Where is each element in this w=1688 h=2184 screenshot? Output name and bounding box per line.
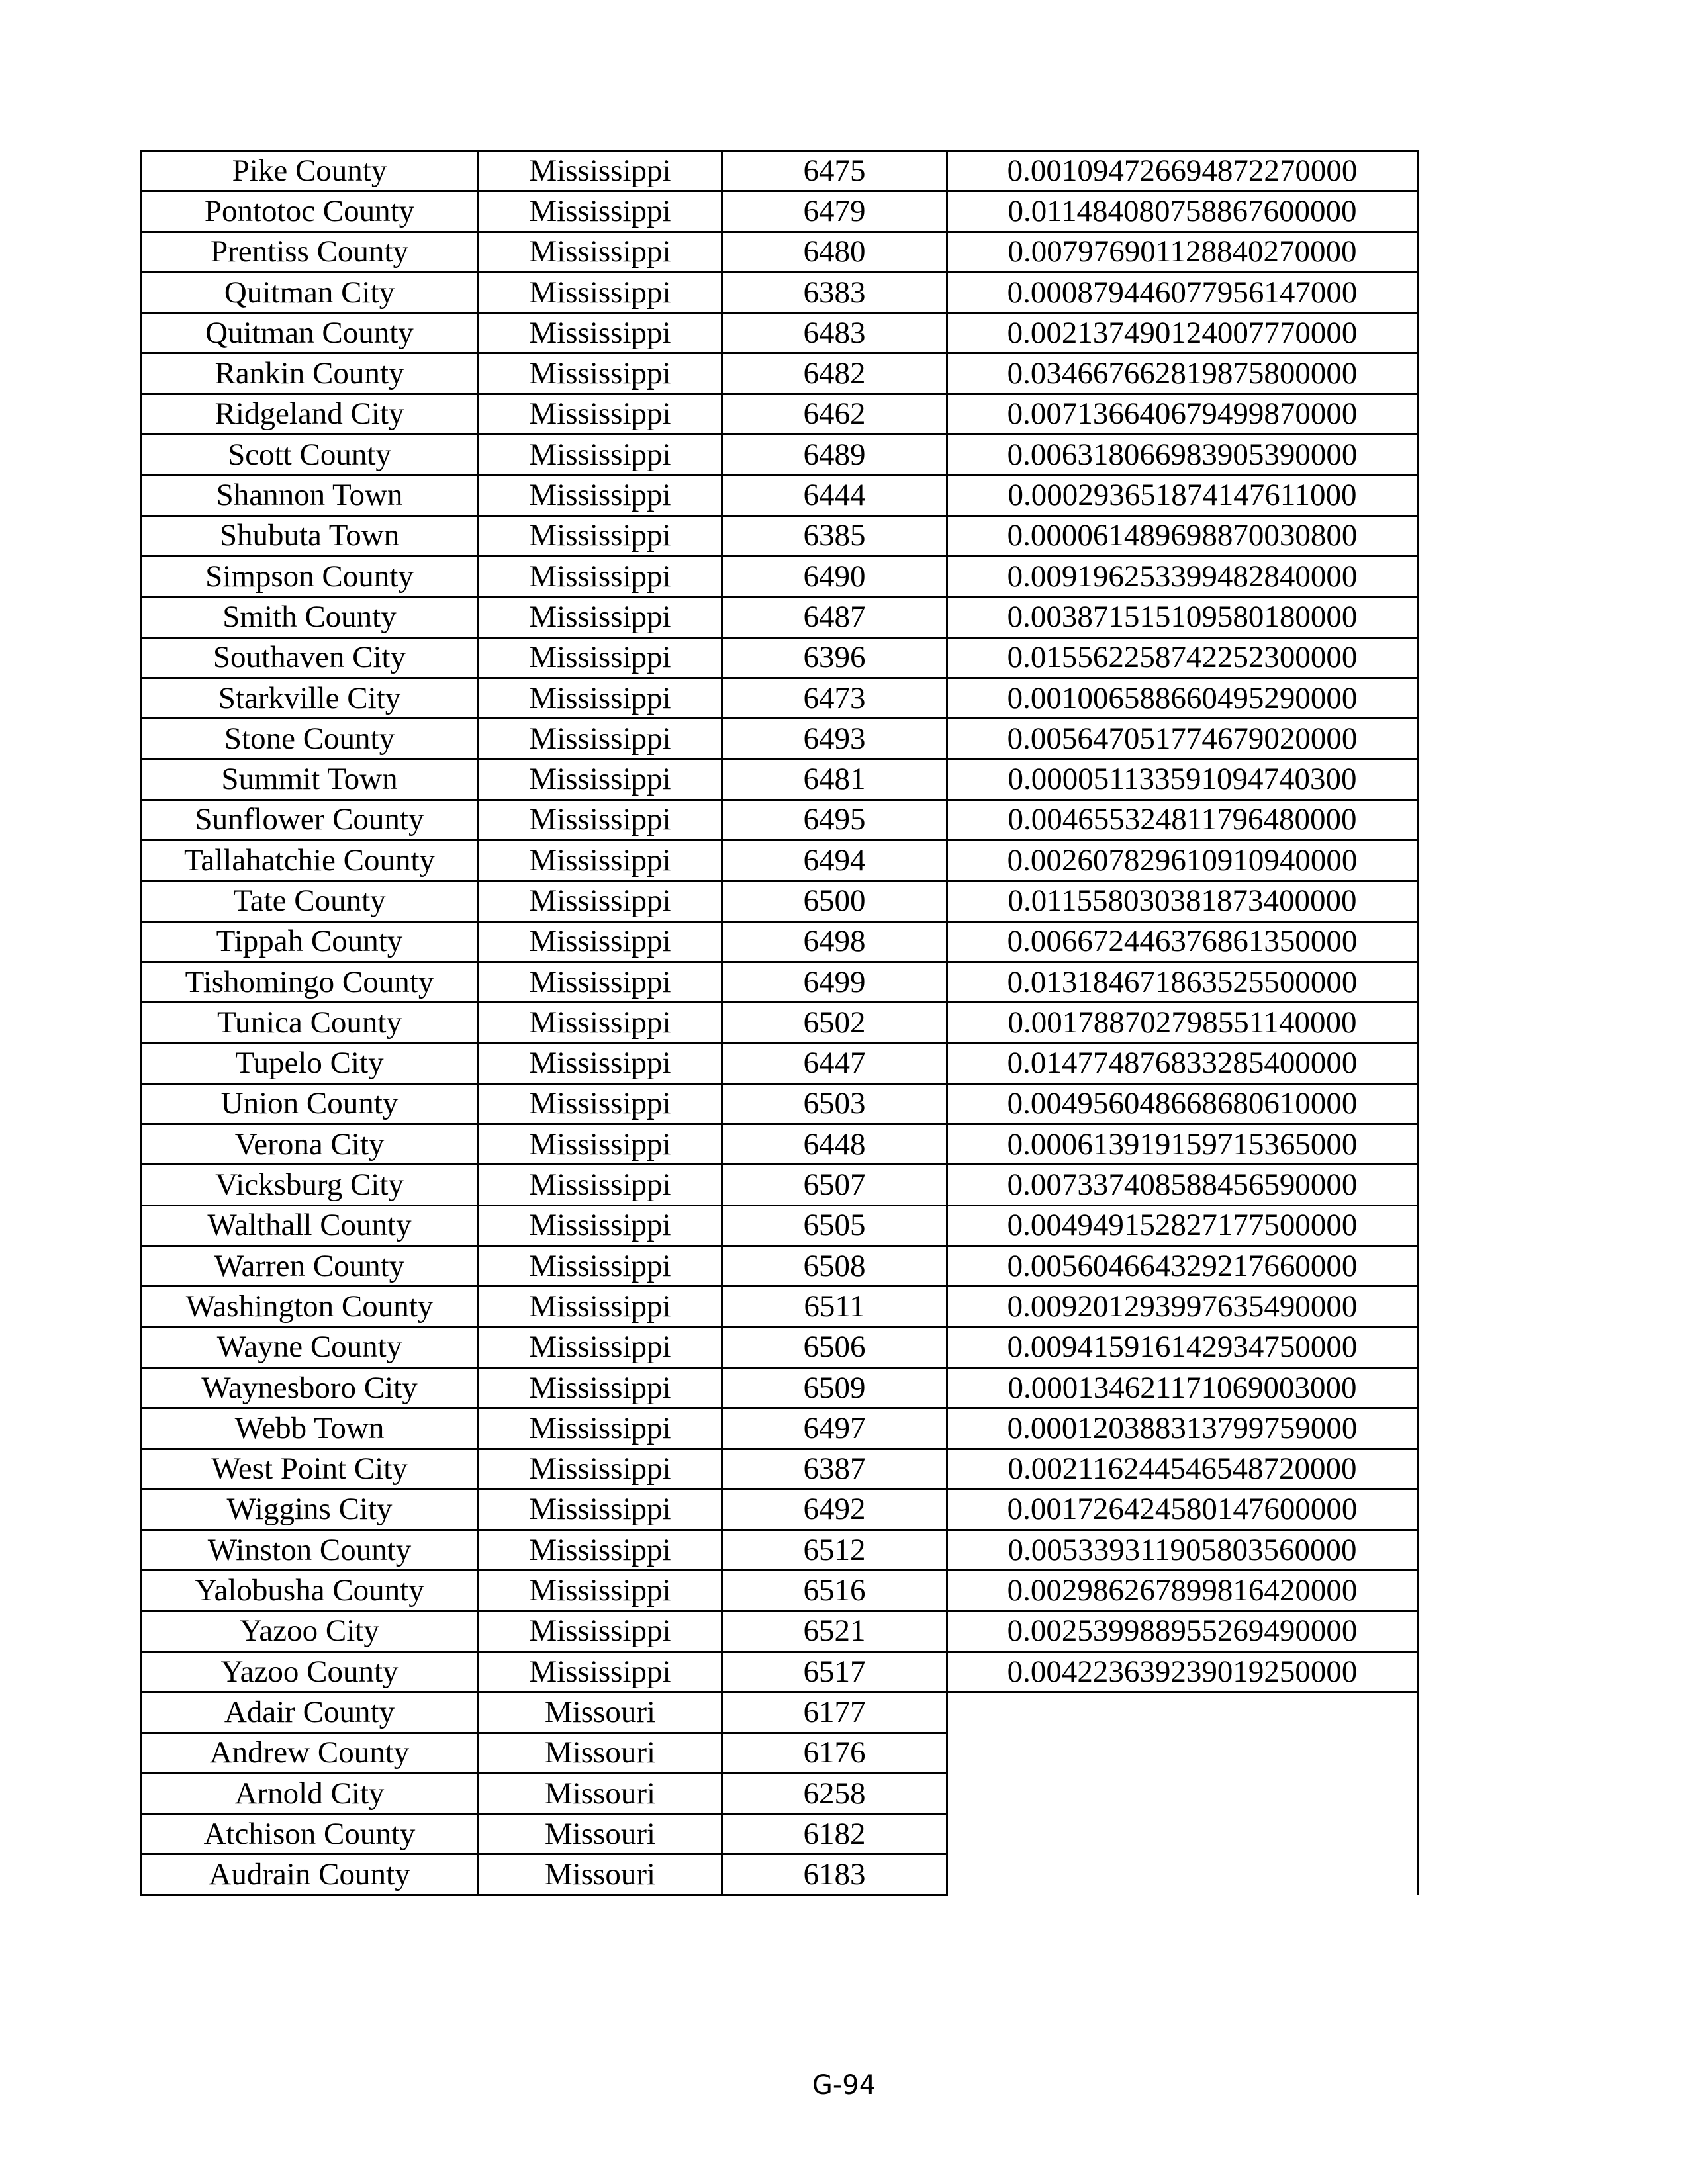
table-body (141, 151, 1418, 1895)
jurisdiction-cell: Prentiss County (141, 232, 479, 272)
table-row (141, 1773, 1418, 1813)
code-cell: 6511 (722, 1287, 947, 1327)
table-row (141, 1124, 1418, 1165)
table-row (141, 313, 1418, 353)
code-cell: 6482 (722, 353, 947, 394)
table-row (141, 719, 1418, 759)
code-cell: 6517 (722, 1651, 947, 1692)
state-cell: Mississippi (479, 151, 722, 191)
code-cell: 6508 (722, 1246, 947, 1287)
state-cell: Missouri (479, 1773, 722, 1813)
state-cell: Mississippi (479, 799, 722, 840)
jurisdiction-cell: Wayne County (141, 1327, 479, 1367)
allocation-value-cell: 0.000613919159715365000 (947, 1124, 1418, 1165)
jurisdiction-cell: Scott County (141, 435, 479, 475)
table-row (141, 475, 1418, 516)
allocation-value-cell: 0.009201293997635490000 (947, 1287, 1418, 1327)
jurisdiction-cell: Southaven City (141, 637, 479, 678)
allocation-value-cell: 0.015562258742252300000 (947, 637, 1418, 678)
allocation-value-cell: 0.007136640679499870000 (947, 394, 1418, 434)
code-cell: 6462 (722, 394, 947, 434)
allocation-value-cell: 0.000061489698870030800 (947, 516, 1418, 556)
table-row (141, 1205, 1418, 1246)
jurisdiction-cell: Tate County (141, 881, 479, 921)
jurisdiction-cell: Summit Town (141, 759, 479, 799)
code-cell: 6385 (722, 516, 947, 556)
state-cell: Mississippi (479, 962, 722, 1002)
code-cell: 6481 (722, 759, 947, 799)
table-row (141, 1408, 1418, 1449)
state-cell: Mississippi (479, 191, 722, 232)
allocation-value-cell: 0.001094726694872270000 (947, 151, 1418, 191)
table-row (141, 1246, 1418, 1287)
allocation-value-cell: 0.002607829610910940000 (947, 841, 1418, 881)
code-cell: 6495 (722, 799, 947, 840)
code-cell: 6490 (722, 556, 947, 596)
state-cell: Mississippi (479, 1449, 722, 1489)
allocation-value-cell: 0.004956048668680610000 (947, 1083, 1418, 1124)
code-cell: 6483 (722, 313, 947, 353)
table-row (141, 1530, 1418, 1570)
code-cell: 6493 (722, 719, 947, 759)
state-cell: Mississippi (479, 921, 722, 962)
jurisdiction-cell: Pike County (141, 151, 479, 191)
allocation-value-cell: 0.000293651874147611000 (947, 475, 1418, 516)
state-cell: Mississippi (479, 1165, 722, 1205)
allocation-value-cell: 0.001006588660495290000 (947, 678, 1418, 718)
code-cell: 6177 (722, 1692, 947, 1733)
code-cell: 6447 (722, 1043, 947, 1083)
state-cell: Mississippi (479, 1124, 722, 1165)
allocation-value-cell: 0.034667662819875800000 (947, 353, 1418, 394)
table-row (141, 1733, 1418, 1773)
code-cell: 6387 (722, 1449, 947, 1489)
table-row (141, 759, 1418, 799)
code-cell: 6516 (722, 1570, 947, 1611)
jurisdiction-cell: Waynesboro City (141, 1367, 479, 1408)
code-cell: 6512 (722, 1530, 947, 1570)
code-cell: 6258 (722, 1773, 947, 1813)
jurisdiction-cell: Starkville City (141, 678, 479, 718)
allocation-value-cell (947, 1733, 1418, 1773)
table-row (141, 841, 1418, 881)
code-cell: 6509 (722, 1367, 947, 1408)
allocation-value-cell: 0.007337408588456590000 (947, 1165, 1418, 1205)
jurisdiction-cell: Andrew County (141, 1733, 479, 1773)
state-cell: Mississippi (479, 232, 722, 272)
state-cell: Missouri (479, 1733, 722, 1773)
allocation-value-cell: 0.001788702798551140000 (947, 1003, 1418, 1043)
allocation-value-cell: 0.005604664329217660000 (947, 1246, 1418, 1287)
table-row (141, 151, 1418, 191)
code-cell: 6480 (722, 232, 947, 272)
jurisdiction-cell: Vicksburg City (141, 1165, 479, 1205)
jurisdiction-cell: Yazoo County (141, 1651, 479, 1692)
jurisdiction-cell: Atchison County (141, 1814, 479, 1854)
state-cell: Mississippi (479, 556, 722, 596)
code-cell: 6473 (722, 678, 947, 718)
allocation-value-cell: 0.002116244546548720000 (947, 1449, 1418, 1489)
state-cell: Mississippi (479, 394, 722, 434)
jurisdiction-cell: Sunflower County (141, 799, 479, 840)
state-cell: Mississippi (479, 272, 722, 312)
code-cell: 6492 (722, 1489, 947, 1529)
state-cell: Mississippi (479, 1489, 722, 1529)
table-row (141, 1003, 1418, 1043)
allocation-value-cell: 0.004223639239019250000 (947, 1651, 1418, 1692)
state-cell: Mississippi (479, 1327, 722, 1367)
state-cell: Mississippi (479, 1083, 722, 1124)
jurisdiction-cell: Stone County (141, 719, 479, 759)
allocation-value-cell: 0.013184671863525500000 (947, 962, 1418, 1002)
table-row (141, 1570, 1418, 1611)
state-cell: Mississippi (479, 1246, 722, 1287)
allocation-value-cell: 0.000051133591094740300 (947, 759, 1418, 799)
state-cell: Mississippi (479, 678, 722, 718)
code-cell: 6499 (722, 962, 947, 1002)
jurisdiction-cell: Arnold City (141, 1773, 479, 1813)
jurisdiction-cell: Rankin County (141, 353, 479, 394)
allocation-value-cell: 0.005339311905803560000 (947, 1530, 1418, 1570)
code-cell: 6183 (722, 1854, 947, 1895)
allocation-value-cell: 0.000134621171069003000 (947, 1367, 1418, 1408)
code-cell: 6494 (722, 841, 947, 881)
jurisdiction-cell: Ridgeland City (141, 394, 479, 434)
allocation-value-cell: 0.014774876833285400000 (947, 1043, 1418, 1083)
code-cell: 6497 (722, 1408, 947, 1449)
allocation-value-cell: 0.009415916142934750000 (947, 1327, 1418, 1367)
state-cell: Mississippi (479, 1408, 722, 1449)
allocation-value-cell: 0.000120388313799759000 (947, 1408, 1418, 1449)
jurisdiction-cell: Washington County (141, 1287, 479, 1327)
jurisdiction-cell: Quitman County (141, 313, 479, 353)
allocation-value-cell: 0.001726424580147600000 (947, 1489, 1418, 1529)
table-row (141, 1043, 1418, 1083)
jurisdiction-cell: Quitman City (141, 272, 479, 312)
table-row (141, 921, 1418, 962)
table-row (141, 353, 1418, 394)
state-cell: Mississippi (479, 475, 722, 516)
code-cell: 6502 (722, 1003, 947, 1043)
allocation-value-cell: 0.004949152827177500000 (947, 1205, 1418, 1246)
code-cell: 6396 (722, 637, 947, 678)
state-cell: Mississippi (479, 1367, 722, 1408)
allocation-value-cell: 0.007976901128840270000 (947, 232, 1418, 272)
state-cell: Mississippi (479, 1530, 722, 1570)
allocation-value-cell: 0.006318066983905390000 (947, 435, 1418, 475)
code-cell: 6176 (722, 1733, 947, 1773)
table-row (141, 1165, 1418, 1205)
state-cell: Mississippi (479, 841, 722, 881)
table-row (141, 435, 1418, 475)
table-row (141, 799, 1418, 840)
table-row (141, 272, 1418, 312)
jurisdiction-cell: Tupelo City (141, 1043, 479, 1083)
code-cell: 6500 (722, 881, 947, 921)
table-row (141, 191, 1418, 232)
code-cell: 6475 (722, 151, 947, 191)
allocation-value-cell (947, 1854, 1418, 1895)
table-row (141, 1814, 1418, 1854)
state-cell: Mississippi (479, 353, 722, 394)
state-cell: Mississippi (479, 1043, 722, 1083)
page-number: G-94 (812, 2070, 876, 2101)
code-cell: 6448 (722, 1124, 947, 1165)
code-cell: 6503 (722, 1083, 947, 1124)
state-cell: Missouri (479, 1692, 722, 1733)
code-cell: 6444 (722, 475, 947, 516)
jurisdiction-cell: Shubuta Town (141, 516, 479, 556)
jurisdiction-cell: Verona City (141, 1124, 479, 1165)
allocation-value-cell (947, 1773, 1418, 1813)
jurisdiction-cell: Adair County (141, 1692, 479, 1733)
code-cell: 6489 (722, 435, 947, 475)
jurisdiction-cell: Shannon Town (141, 475, 479, 516)
allocation-value-cell: 0.003871515109580180000 (947, 597, 1418, 637)
state-cell: Missouri (479, 1854, 722, 1895)
table-row (141, 1083, 1418, 1124)
code-cell: 6507 (722, 1165, 947, 1205)
jurisdiction-cell: Pontotoc County (141, 191, 479, 232)
allocation-table (140, 150, 1419, 1896)
table-row (141, 637, 1418, 678)
jurisdiction-cell: Webb Town (141, 1408, 479, 1449)
state-cell: Mississippi (479, 313, 722, 353)
table-row (141, 1489, 1418, 1529)
state-cell: Mississippi (479, 759, 722, 799)
allocation-value-cell: 0.005647051774679020000 (947, 719, 1418, 759)
table-row (141, 1692, 1418, 1733)
jurisdiction-cell: Tunica County (141, 1003, 479, 1043)
table-row (141, 597, 1418, 637)
state-cell: Mississippi (479, 1651, 722, 1692)
table-row (141, 1449, 1418, 1489)
allocation-value-cell: 0.002539988955269490000 (947, 1611, 1418, 1651)
jurisdiction-cell: Tishomingo County (141, 962, 479, 1002)
state-cell: Mississippi (479, 1205, 722, 1246)
state-cell: Mississippi (479, 881, 722, 921)
jurisdiction-cell: Tippah County (141, 921, 479, 962)
state-cell: Mississippi (479, 1611, 722, 1651)
jurisdiction-cell: Yazoo City (141, 1611, 479, 1651)
code-cell: 6498 (722, 921, 947, 962)
jurisdiction-cell: Walthall County (141, 1205, 479, 1246)
table-row (141, 394, 1418, 434)
state-cell: Mississippi (479, 1570, 722, 1611)
allocation-value-cell: 0.009196253399482840000 (947, 556, 1418, 596)
state-cell: Mississippi (479, 435, 722, 475)
code-cell: 6521 (722, 1611, 947, 1651)
code-cell: 6182 (722, 1814, 947, 1854)
jurisdiction-cell: Union County (141, 1083, 479, 1124)
jurisdiction-cell: Tallahatchie County (141, 841, 479, 881)
allocation-value-cell: 0.002137490124007770000 (947, 313, 1418, 353)
code-cell: 6383 (722, 272, 947, 312)
allocation-value-cell: 0.006672446376861350000 (947, 921, 1418, 962)
jurisdiction-cell: Warren County (141, 1246, 479, 1287)
allocation-value-cell: 0.002986267899816420000 (947, 1570, 1418, 1611)
state-cell: Mississippi (479, 1003, 722, 1043)
allocation-value-cell: 0.004655324811796480000 (947, 799, 1418, 840)
code-cell: 6487 (722, 597, 947, 637)
state-cell: Mississippi (479, 516, 722, 556)
table-row (141, 1651, 1418, 1692)
table-row (141, 1327, 1418, 1367)
code-cell: 6479 (722, 191, 947, 232)
state-cell: Mississippi (479, 637, 722, 678)
jurisdiction-cell: Wiggins City (141, 1489, 479, 1529)
state-cell: Mississippi (479, 597, 722, 637)
jurisdiction-cell: Yalobusha County (141, 1570, 479, 1611)
code-cell: 6506 (722, 1327, 947, 1367)
allocation-value-cell (947, 1814, 1418, 1854)
jurisdiction-cell: West Point City (141, 1449, 479, 1489)
allocation-value-cell: 0.011558030381873400000 (947, 881, 1418, 921)
table-row (141, 881, 1418, 921)
allocation-value-cell (947, 1692, 1418, 1733)
jurisdiction-cell: Audrain County (141, 1854, 479, 1895)
state-cell: Missouri (479, 1814, 722, 1854)
allocation-value-cell: 0.000879446077956147000 (947, 272, 1418, 312)
table-row (141, 556, 1418, 596)
jurisdiction-cell: Smith County (141, 597, 479, 637)
table-row (141, 516, 1418, 556)
table-row (141, 678, 1418, 718)
table-row (141, 1287, 1418, 1327)
state-cell: Mississippi (479, 1287, 722, 1327)
table-row (141, 1611, 1418, 1651)
allocation-value-cell: 0.011484080758867600000 (947, 191, 1418, 232)
table-row (141, 232, 1418, 272)
jurisdiction-cell: Winston County (141, 1530, 479, 1570)
table-row (141, 1367, 1418, 1408)
table-row (141, 1854, 1418, 1895)
state-cell: Mississippi (479, 719, 722, 759)
jurisdiction-cell: Simpson County (141, 556, 479, 596)
table-row (141, 962, 1418, 1002)
code-cell: 6505 (722, 1205, 947, 1246)
